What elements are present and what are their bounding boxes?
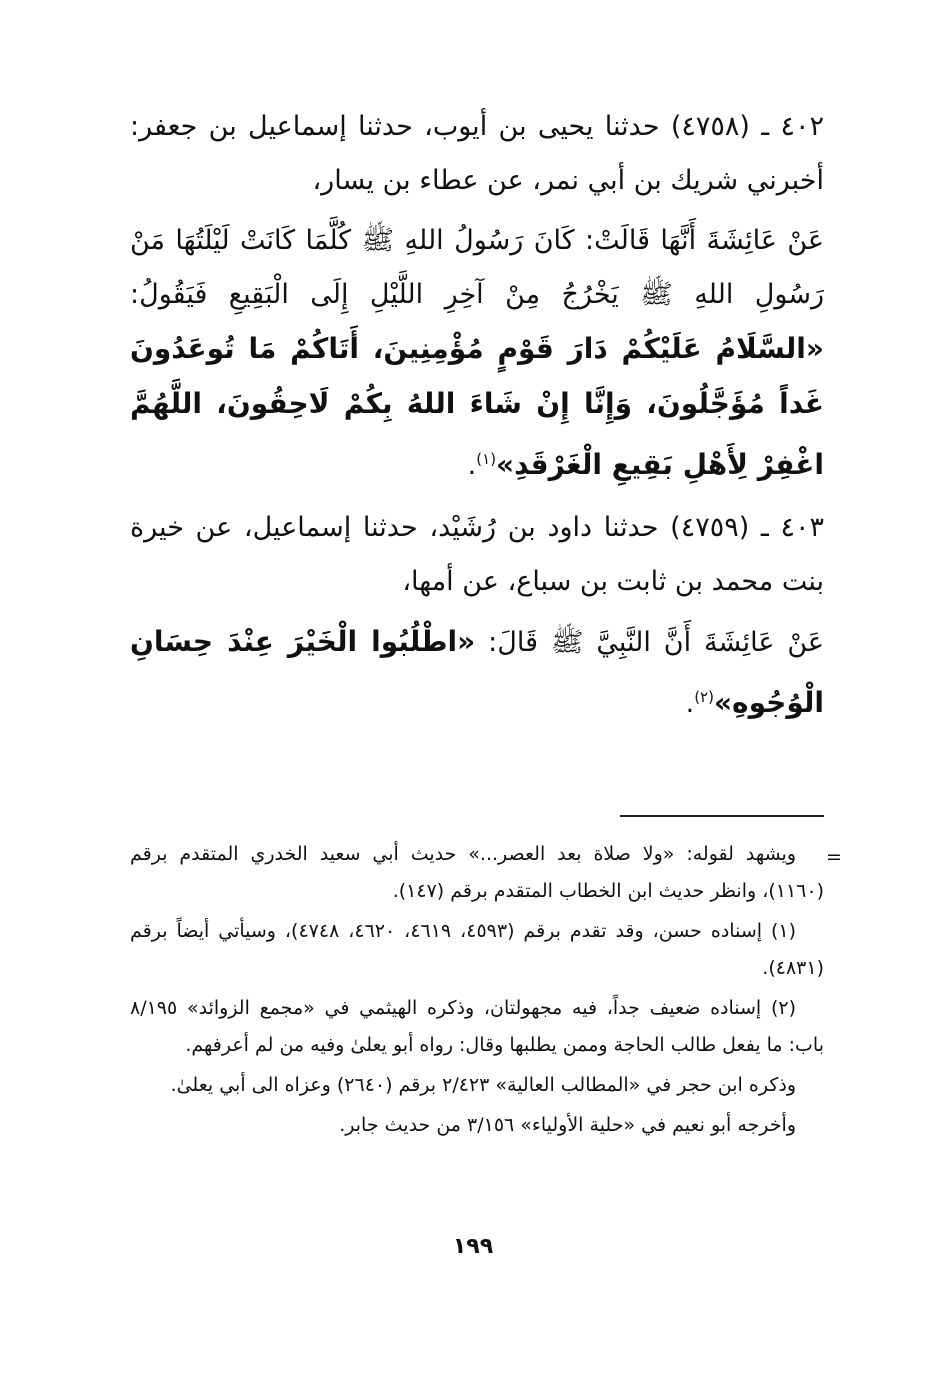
hadith-403-matn-intro: عَنْ عَائِشَةَ أَنَّ النَّبِيَّ ﷺ قَالَ:	[488, 627, 824, 658]
hadith-402-isnad-text: ٤٠٢ ـ (٤٧٥٨) حدثنا يحيى بن أيوب، حدثنا إسماعيل بن جعفر: أخبرني شريك بن أبي نمر، عن عطاء بن يسار،	[130, 111, 825, 196]
footnote-continued: ويشهد لقوله: «ولا صلاة بعد العصر...» حديث أبي سعيد الخدري المتقدم برقم (١١٦٠)، وانظر حديث ابن الخطاب المتقدم برقم (١٤٧).	[130, 843, 824, 902]
footnote-2-continued: وذكره ابن حجر في «المطالب العالية» ٢/٤٢٣ برقم (٢٦٤٠) وعزاه الى أبي يعلىٰ.	[170, 1074, 796, 1096]
footnotes	[130, 836, 824, 1147]
footnote-2-source: وأخرجه أبو نعيم في «حلية الأولياء» ٣/١٥٦ من حديث جابر.	[339, 1114, 796, 1136]
hadith-403-matn	[130, 615, 824, 731]
hadith-402-end: .	[467, 450, 477, 481]
hadith-402-matn-intro: عَنْ عَائِشَةَ أَنَّهَا قَالَتْ: كَانَ رَسُولُ اللهِ ﷺ كُلَّمَا كَانَتْ لَيْلَتُهَا مَنْ رَسُولِ اللهِ ﷺ يَخْرُجُ مِنْ آخِرِ اللَّيْلِ إِلَى الْبَقِيعِ فَيَقُولُ:	[130, 225, 824, 310]
hadith-403-matn-quote: «اطْلُبُوا الْخَيْرَ عِنْدَ حِسَانِ الْوُجُوهِ»	[130, 625, 824, 719]
hadith-402-matn	[130, 214, 824, 493]
hadith-403-end: .	[685, 688, 695, 719]
footnote-continuation-mark: =	[826, 846, 842, 868]
main-text	[130, 100, 824, 739]
footnote-1: (١) إسناده حسن، وقد تقدم برقم (٤٥٩٣، ٤٦١٩، ٤٦٢٠، ٤٧٤٨)، وسيأتي أيضاً برقم (٤٨٣١).	[130, 920, 824, 979]
hadith-402-matn-quote: «السَّلَامُ عَلَيْكُمْ دَارَ قَوْمٍ مُؤْمِنِينَ، أَتَاكُمْ مَا تُوعَدُونَ غَداً مُؤَجَّلُونَ، وَإِنَّا إِنْ شَاءَ اللهُ بِكُمْ لَاحِقُونَ، اللَّهُمَّ اغْفِرْ لِأَهْلِ بَقِيعِ الْغَرْقَدِ»	[130, 332, 824, 481]
footnote-divider	[620, 815, 824, 817]
hadith-402-footnote-ref: (١)	[476, 450, 497, 468]
page-number: ١٩٩	[452, 1234, 494, 1259]
hadith-403-isnad-text: ٤٠٣ ـ (٤٧٥٩) حدثنا داود بن رُشَيْد، حدثنا إسماعيل، عن خيرة بنت محمد بن ثابت بن سباع، عن أمها،	[130, 512, 825, 597]
hadith-403-isnad	[130, 501, 824, 609]
hadith-403-footnote-ref: (٢)	[694, 688, 714, 706]
footnote-2: (٢) إسناده ضعيف جداً، فيه مجهولتان، وذكره الهيثمي في «مجمع الزوائد» ٨/١٩٥ باب: ما يفعل طالب الحاجة وممن يطلبها وقال: رواه أبو يعلىٰ وفيه من لم أعرفهم.	[130, 997, 824, 1056]
hadith-402-isnad	[130, 100, 824, 208]
